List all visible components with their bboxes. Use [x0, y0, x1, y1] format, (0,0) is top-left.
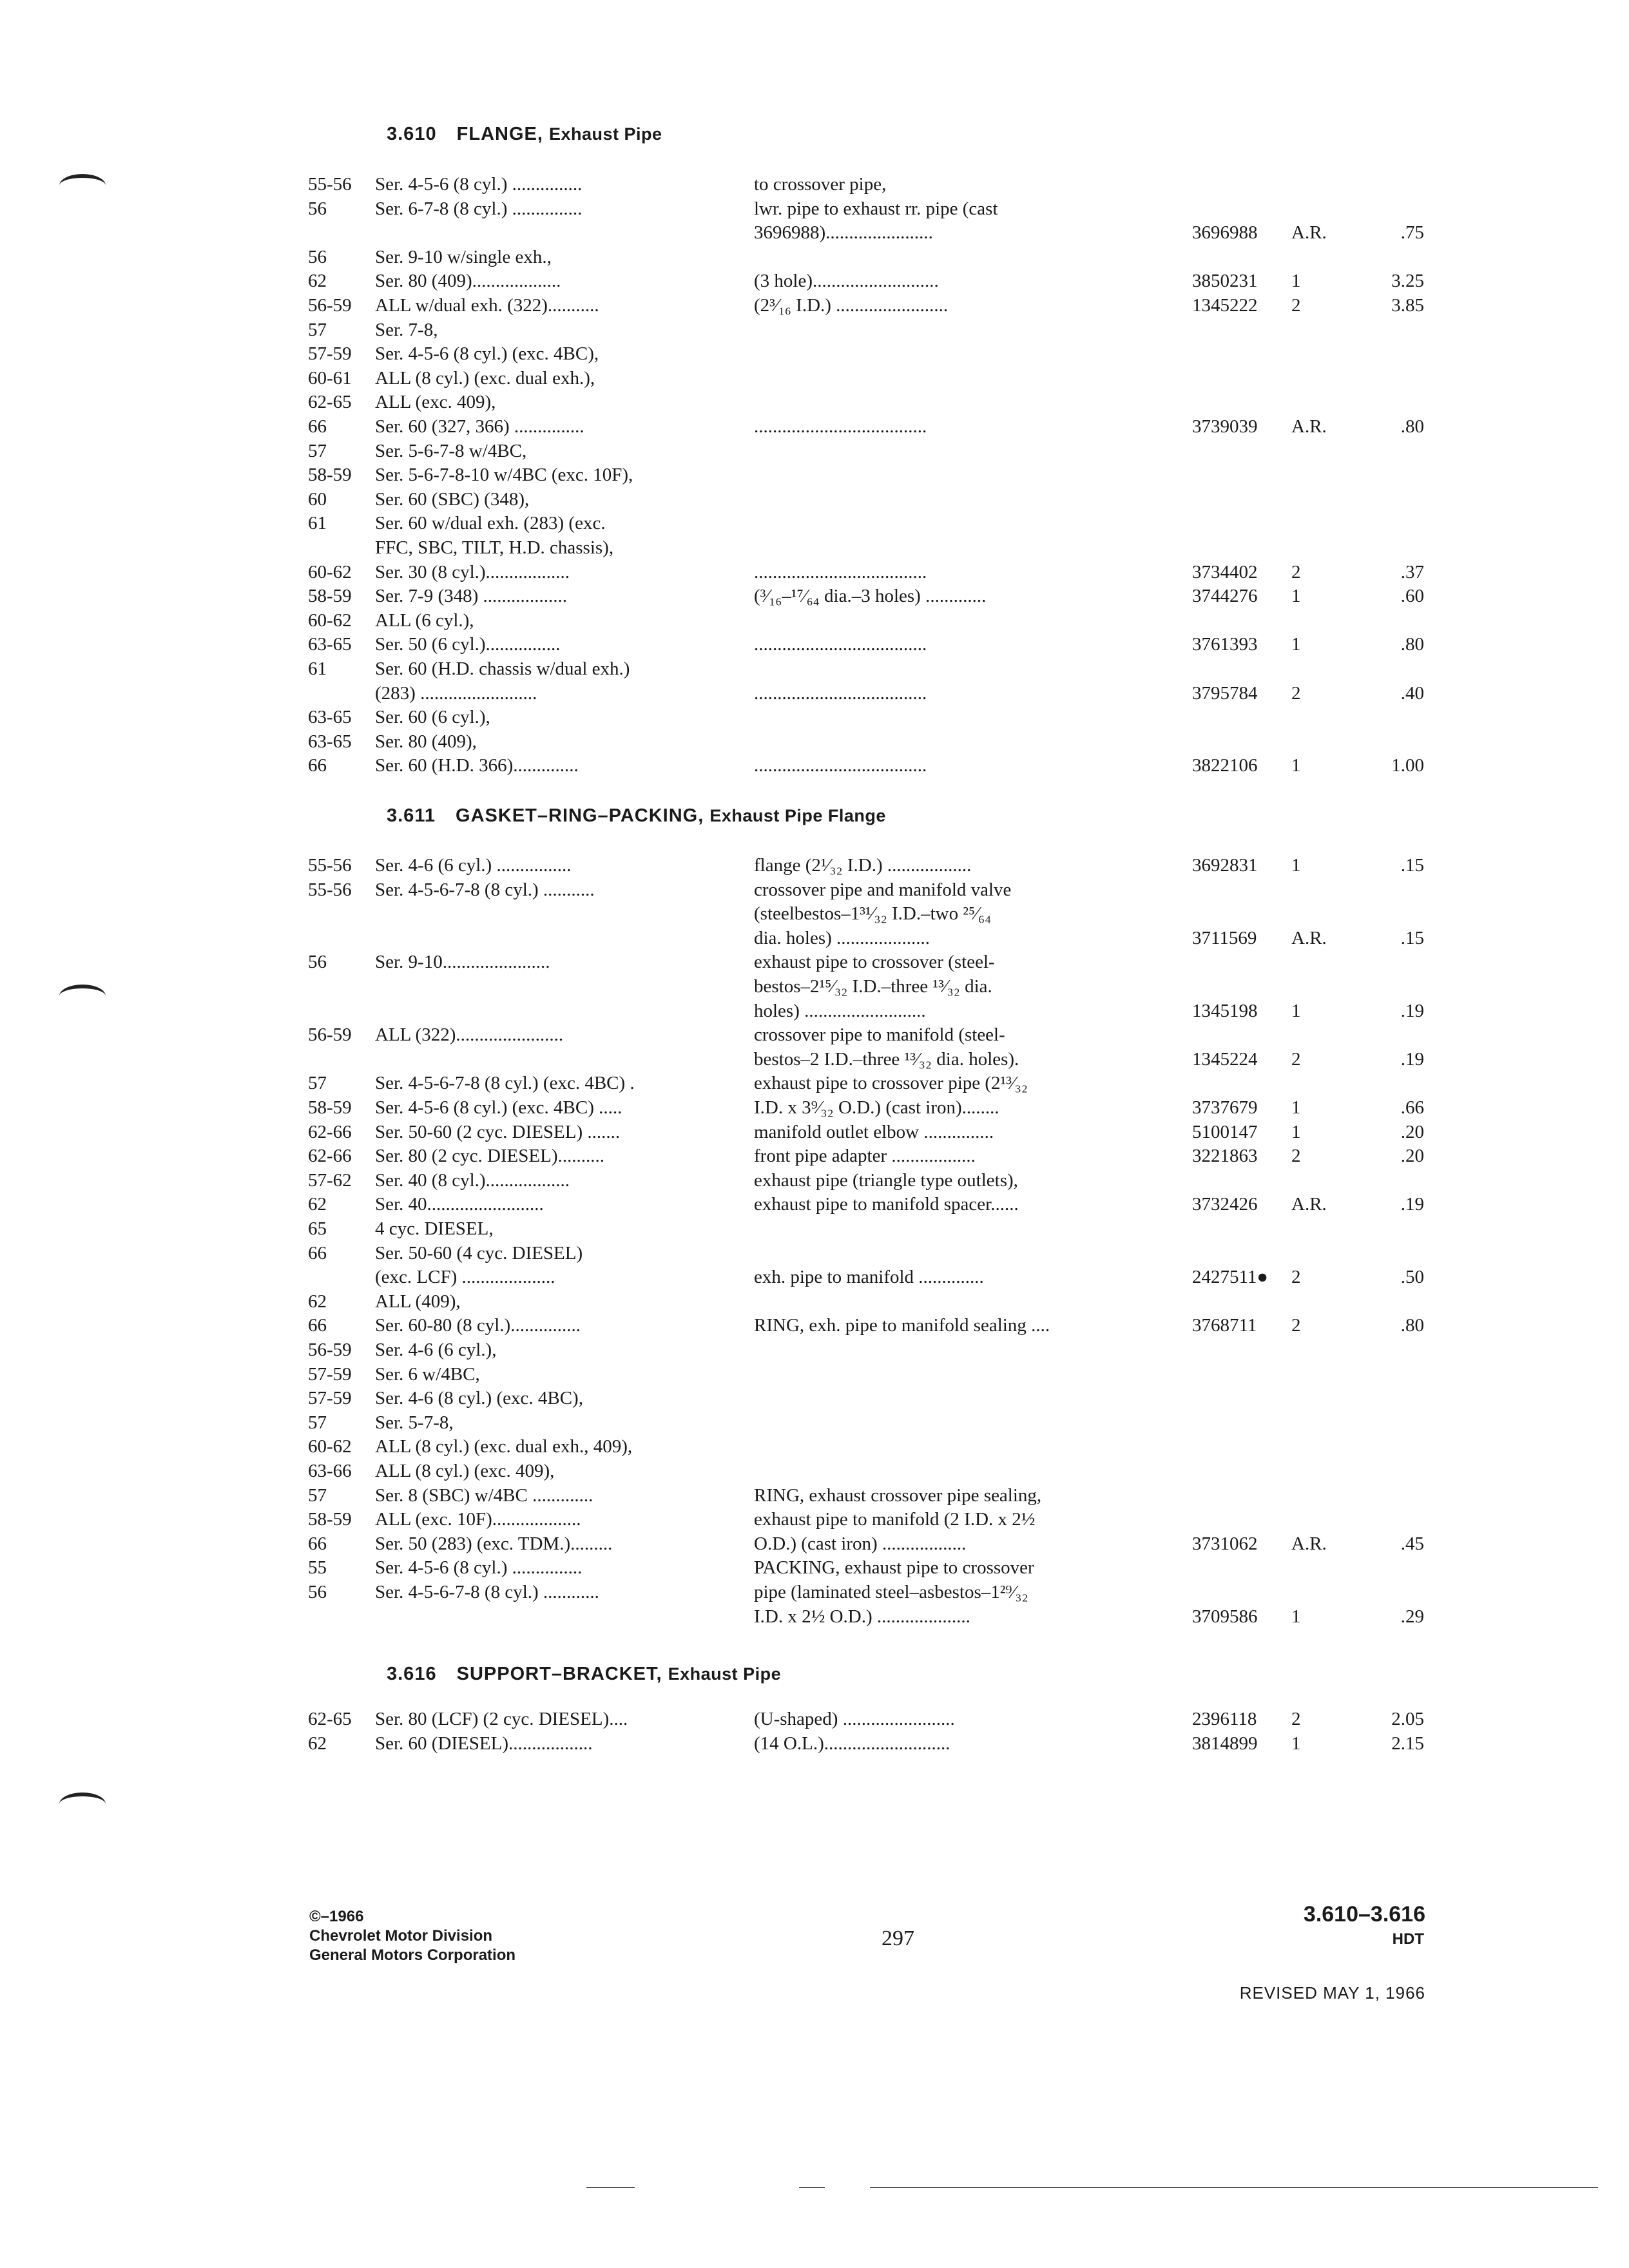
part-number: 3761393 — [1192, 634, 1258, 655]
quantity: 1 — [1291, 271, 1301, 292]
description-cell: crossover pipe to manifold (steel- — [754, 1024, 1005, 1046]
model-year: 61 — [308, 658, 327, 679]
description-cell: O.D.) (cast iron) .................. — [754, 1533, 967, 1554]
description-cell: dia. holes) .................... — [754, 927, 930, 948]
part-number: 3739039 — [1192, 416, 1258, 437]
description-cell: ..................................... — [754, 682, 927, 704]
description-cell: exhaust pipe to crossover pipe (2¹³⁄₃₂ — [754, 1073, 1028, 1094]
section-heading-3611 — [387, 805, 886, 827]
series-cell: Ser. 4-6 (8 cyl.) (exc. 4BC), — [375, 1388, 583, 1409]
table-row — [0, 1073, 1629, 1097]
description-cell: (³⁄₁₆–¹⁷⁄₆₄ dia.–3 holes) ............. — [754, 586, 987, 607]
description-cell: (steelbestos–1³¹⁄₃₂ I.D.–two ²⁵⁄₆₄ — [754, 903, 992, 925]
series-cell: Ser. 80 (409), — [375, 731, 477, 752]
model-year: 66 — [308, 1315, 327, 1336]
table-row — [0, 658, 1629, 683]
series-cell: Ser. 60 (6 cyl.), — [375, 707, 490, 728]
price: .15 — [1400, 855, 1424, 876]
series-cell: Ser. 4-5-6-7-8 (8 cyl.) (exc. 4BC) . — [375, 1073, 635, 1094]
description-cell: bestos–2¹⁵⁄₃₂ I.D.–three ¹³⁄₃₂ dia. — [754, 976, 992, 997]
model-year: 66 — [308, 755, 327, 776]
description-cell: exhaust pipe (triangle type outlets), — [754, 1169, 1018, 1191]
part-number: 3732426 — [1192, 1194, 1258, 1215]
series-cell: Ser. 4-5-6-7-8 (8 cyl.) ........... — [375, 879, 595, 900]
quantity: 1 — [1291, 1121, 1301, 1142]
table-row — [0, 1001, 1629, 1025]
part-number: 3744276 — [1192, 586, 1258, 607]
series-cell: Ser. 50-60 (2 cyc. DIESEL) ....... — [375, 1121, 621, 1142]
quantity: 2 — [1291, 561, 1301, 582]
series-cell: Ser. 50 (6 cyl.)................ — [375, 634, 561, 655]
table-row — [0, 1388, 1629, 1412]
series-cell: ALL w/dual exh. (322)........... — [375, 295, 599, 316]
series-cell: 4 cyc. DIESEL, — [375, 1218, 494, 1239]
part-number: 3814899 — [1192, 1733, 1258, 1754]
section-number: 3.610 — [387, 124, 437, 144]
description-cell: front pipe adapter .................. — [754, 1146, 976, 1167]
price: .45 — [1400, 1533, 1424, 1554]
series-cell: Ser. 4-5-6-7-8 (8 cyl.) ............ — [375, 1582, 599, 1602]
series-cell: Ser. 40......................... — [375, 1194, 544, 1215]
model-year: 62-65 — [308, 392, 352, 413]
model-year: 57 — [308, 319, 327, 340]
table-row — [0, 1533, 1629, 1558]
part-number: 3696988 — [1192, 222, 1258, 244]
table-row — [0, 465, 1629, 489]
model-year: 57 — [308, 1073, 327, 1094]
price: .19 — [1400, 1000, 1424, 1021]
model-year: 55-56 — [308, 855, 352, 876]
quantity: 2 — [1291, 1315, 1301, 1336]
description-cell: to crossover pipe, — [754, 174, 887, 195]
table-row — [0, 1606, 1629, 1631]
series-cell: Ser. 4-5-6 (8 cyl.) ............... — [375, 1557, 583, 1579]
description-cell: exhaust pipe to manifold spacer...... — [754, 1194, 1019, 1215]
part-number: 3221863 — [1192, 1146, 1258, 1167]
table-row — [0, 1582, 1629, 1606]
description-cell: (14 O.L.)........................... — [754, 1733, 950, 1754]
price: 2.15 — [1391, 1733, 1424, 1754]
description-cell: (U-shaped) ........................ — [754, 1709, 955, 1729]
series-cell: ALL (322)....................... — [375, 1024, 564, 1046]
page-number: 297 — [882, 1927, 914, 1950]
series-cell: Ser. 80 (409)................... — [375, 271, 561, 292]
table-row — [0, 952, 1629, 976]
quantity: 2 — [1291, 295, 1301, 316]
section-title: SUPPORT–BRACKET, — [456, 1664, 662, 1684]
price: 1.00 — [1391, 755, 1424, 776]
series-cell: Ser. 80 (2 cyc. DIESEL).......... — [375, 1146, 604, 1167]
model-year: 60-62 — [308, 610, 352, 631]
description-cell: holes) .......................... — [754, 1000, 926, 1021]
model-year: 55-56 — [308, 174, 352, 195]
bottom-rule-segment — [870, 2187, 1598, 2188]
series-cell: (exc. LCF) .................... — [375, 1267, 555, 1288]
price: .37 — [1400, 561, 1424, 582]
series-cell: Ser. 5-7-8, — [375, 1412, 454, 1433]
table-row — [0, 683, 1629, 707]
table-row — [0, 295, 1629, 320]
part-number: 1345224 — [1192, 1048, 1258, 1070]
quantity: 1 — [1291, 634, 1301, 655]
model-year: 57-59 — [308, 343, 352, 365]
quantity: 2 — [1291, 1146, 1301, 1167]
table-row — [0, 1122, 1629, 1146]
table-row — [0, 1733, 1629, 1758]
quantity: A.R. — [1291, 416, 1327, 437]
part-number: 3768711 — [1192, 1315, 1257, 1336]
price: .29 — [1400, 1606, 1424, 1627]
series-cell: Ser. 4-6 (6 cyl.), — [375, 1340, 497, 1360]
part-number: 3731062 — [1192, 1533, 1258, 1554]
table-row — [0, 1364, 1629, 1389]
series-cell: Ser. 60 (H.D. 366).............. — [375, 755, 579, 776]
quantity: 2 — [1291, 1709, 1301, 1729]
model-year: 62 — [308, 1733, 327, 1754]
copyright-notice: ©–1966 — [309, 1908, 364, 1925]
part-number: 2427511● — [1192, 1267, 1268, 1288]
table-row — [0, 489, 1629, 514]
description-cell: exhaust pipe to manifold (2 I.D. x 2½ — [754, 1509, 1036, 1530]
quantity: 1 — [1291, 855, 1301, 876]
description-cell: manifold outlet elbow ............... — [754, 1121, 994, 1142]
section-subtitle: Exhaust Pipe Flange — [709, 806, 886, 825]
model-year: 63-66 — [308, 1461, 352, 1481]
quantity: 1 — [1291, 755, 1301, 776]
price: 3.25 — [1391, 271, 1424, 292]
part-number: 5100147 — [1192, 1121, 1258, 1142]
series-cell: Ser. 9-10....................... — [375, 952, 550, 973]
table-row — [0, 441, 1629, 465]
description-cell: pipe (laminated steel–asbestos–1²⁹⁄₃₂ — [754, 1582, 1028, 1602]
part-number: 1345222 — [1192, 295, 1258, 316]
table-row — [0, 271, 1629, 295]
quantity: A.R. — [1291, 222, 1327, 244]
price: .20 — [1400, 1146, 1424, 1167]
series-cell: ALL (409), — [375, 1291, 461, 1312]
part-number: 3734402 — [1192, 561, 1258, 582]
series-cell: FFC, SBC, TILT, H.D. chassis), — [375, 537, 614, 558]
series-cell: ALL (exc. 409), — [375, 392, 496, 413]
table-row — [0, 610, 1629, 635]
series-cell: Ser. 7-9 (348) .................. — [375, 586, 568, 607]
table-row — [0, 903, 1629, 928]
table-row — [0, 1267, 1629, 1291]
corporation-name: General Motors Corporation — [309, 1946, 516, 1964]
part-number: 3822106 — [1192, 755, 1258, 776]
price: .75 — [1400, 222, 1424, 244]
description-cell: exh. pipe to manifold .............. — [754, 1267, 984, 1288]
table-row — [0, 1194, 1629, 1218]
bottom-rule-segment — [586, 2187, 635, 2188]
description-cell: I.D. x 3⁹⁄₃₂ O.D.) (cast iron)........ — [754, 1097, 999, 1118]
table-row — [0, 1557, 1629, 1582]
table-row — [0, 1340, 1629, 1364]
series-cell: Ser. 6-7-8 (8 cyl.) ............... — [375, 198, 583, 219]
part-number: 3795784 — [1192, 682, 1258, 704]
model-year: 63-65 — [308, 634, 352, 655]
series-cell: Ser. 60 w/dual exh. (283) (exc. — [375, 513, 606, 534]
description-cell: RING, exh. pipe to manifold sealing .... — [754, 1315, 1050, 1336]
description-cell: (3 hole)........................... — [754, 271, 939, 292]
table-row — [0, 1315, 1629, 1340]
price: .19 — [1400, 1194, 1424, 1215]
series-cell: ALL (6 cyl.), — [375, 610, 474, 631]
table-row — [0, 222, 1629, 247]
table-row — [0, 1509, 1629, 1533]
price: .80 — [1400, 1315, 1424, 1336]
model-year: 66 — [308, 416, 327, 437]
table-row — [0, 855, 1629, 879]
model-year: 63-65 — [308, 707, 352, 728]
price: .40 — [1400, 682, 1424, 704]
series-cell: Ser. 4-5-6 (8 cyl.) (exc. 4BC) ..... — [375, 1097, 622, 1118]
table-row — [0, 513, 1629, 537]
table-row — [0, 343, 1629, 368]
description-cell: 3696988)....................... — [754, 222, 933, 244]
quantity: 2 — [1291, 1048, 1301, 1070]
price: .60 — [1400, 586, 1424, 607]
table-row — [0, 1170, 1629, 1195]
table-row — [0, 1485, 1629, 1510]
division-name: Chevrolet Motor Division — [309, 1927, 493, 1945]
quantity: 2 — [1291, 682, 1301, 704]
table-row — [0, 368, 1629, 392]
description-cell: exhaust pipe to crossover (steel- — [754, 952, 995, 973]
series-cell: Ser. 50 (283) (exc. TDM.)......... — [375, 1533, 613, 1554]
model-year: 62-66 — [308, 1121, 352, 1142]
model-year: 56-59 — [308, 1340, 352, 1360]
part-number: 3737679 — [1192, 1097, 1258, 1118]
table-row — [0, 1412, 1629, 1437]
quantity: 1 — [1291, 1000, 1301, 1021]
model-year: 57-59 — [308, 1388, 352, 1409]
table-row — [0, 976, 1629, 1001]
series-cell: ALL (8 cyl.) (exc. dual exh., 409), — [375, 1436, 633, 1457]
series-cell: Ser. 60-80 (8 cyl.)............... — [375, 1315, 581, 1336]
description-cell: bestos–2 I.D.–three ¹³⁄₃₂ dia. holes). — [754, 1048, 1019, 1070]
model-year: 58-59 — [308, 586, 352, 607]
quantity: 1 — [1291, 1606, 1301, 1627]
model-year: 57 — [308, 440, 327, 461]
table-row — [0, 1146, 1629, 1170]
series-cell: ALL (8 cyl.) (exc. dual exh.), — [375, 367, 595, 389]
table-row — [0, 1218, 1629, 1243]
table-row — [0, 416, 1629, 441]
series-cell: Ser. 60 (DIESEL).................. — [375, 1733, 593, 1754]
description-cell: crossover pipe and manifold valve — [754, 879, 1012, 900]
description-cell: ..................................... — [754, 755, 927, 776]
model-year: 60-62 — [308, 1436, 352, 1457]
model-year: 65 — [308, 1218, 327, 1239]
table-row — [0, 247, 1629, 271]
description-cell: ..................................... — [754, 561, 927, 582]
model-year: 62-66 — [308, 1146, 352, 1167]
punch-mark-bottom — [59, 1792, 106, 1816]
description-cell: ..................................... — [754, 416, 927, 437]
table-row — [0, 1709, 1629, 1733]
table-row — [0, 1291, 1629, 1316]
section-subtitle: Exhaust Pipe — [668, 1664, 782, 1684]
model-year: 62 — [308, 1194, 327, 1215]
model-year: 57 — [308, 1485, 327, 1506]
series-cell: ALL (exc. 10F)................... — [375, 1509, 581, 1530]
model-year: 60-61 — [308, 367, 352, 389]
quantity: 2 — [1291, 1267, 1301, 1288]
model-year: 60 — [308, 488, 327, 510]
table-row — [0, 928, 1629, 952]
price: .80 — [1400, 416, 1424, 437]
description-cell: flange (2¹⁄₃₂ I.D.) .................. — [754, 855, 972, 876]
section-number: 3.616 — [387, 1664, 437, 1684]
series-cell: Ser. 9-10 w/single exh., — [375, 246, 552, 267]
quantity: A.R. — [1291, 1194, 1327, 1215]
description-cell: ..................................... — [754, 634, 927, 655]
table-row — [0, 562, 1629, 586]
bottom-rule-segment — [799, 2187, 825, 2188]
price: .66 — [1400, 1097, 1424, 1118]
model-year: 55 — [308, 1557, 327, 1579]
section-heading-3616 — [387, 1664, 781, 1685]
description-cell: PACKING, exhaust pipe to crossover — [754, 1557, 1034, 1579]
table-row — [0, 731, 1629, 756]
part-number: 3692831 — [1192, 855, 1258, 876]
series-cell: Ser. 60 (SBC) (348), — [375, 488, 530, 510]
model-year: 62 — [308, 271, 327, 292]
table-row — [0, 198, 1629, 223]
part-number: 3711569 — [1192, 927, 1257, 948]
table-row — [0, 1436, 1629, 1461]
model-year: 66 — [308, 1533, 327, 1554]
price: .20 — [1400, 1121, 1424, 1142]
price: .50 — [1400, 1267, 1424, 1288]
model-year: 58-59 — [308, 1097, 352, 1118]
model-year: 56 — [308, 952, 327, 973]
model-year: 56 — [308, 198, 327, 219]
series-cell: Ser. 60 (327, 366) ............... — [375, 416, 584, 437]
table-row — [0, 586, 1629, 610]
model-year: 58-59 — [308, 1509, 352, 1530]
model-year: 58-59 — [308, 465, 352, 486]
series-cell: Ser. 5-6-7-8 w/4BC, — [375, 440, 527, 461]
model-year: 63-65 — [308, 731, 352, 752]
section-title: FLANGE, — [456, 124, 543, 144]
model-year: 62-65 — [308, 1709, 352, 1729]
series-cell: Ser. 7-8, — [375, 319, 438, 340]
series-cell: Ser. 4-5-6 (8 cyl.) ............... — [375, 174, 583, 195]
table-row — [0, 320, 1629, 344]
model-year: 62 — [308, 1291, 327, 1312]
table-row — [0, 392, 1629, 416]
quantity: 1 — [1291, 1097, 1301, 1118]
series-cell: ALL (8 cyl.) (exc. 409), — [375, 1461, 555, 1481]
model-year: 57 — [308, 1412, 327, 1433]
table-row — [0, 1049, 1629, 1073]
series-cell: Ser. 4-6 (6 cyl.) ................ — [375, 855, 572, 876]
series-cell: Ser. 30 (8 cyl.).................. — [375, 561, 570, 582]
quantity: 1 — [1291, 586, 1301, 607]
model-year: 57-59 — [308, 1363, 352, 1385]
series-cell: Ser. 40 (8 cyl.).................. — [375, 1169, 570, 1191]
series-cell: Ser. 8 (SBC) w/4BC ............. — [375, 1485, 593, 1506]
part-number: 3709586 — [1192, 1606, 1258, 1627]
price: .80 — [1400, 634, 1424, 655]
description-cell: RING, exhaust crossover pipe sealing, — [754, 1485, 1042, 1506]
table-row — [0, 879, 1629, 904]
price: .15 — [1400, 927, 1424, 948]
table-row — [0, 174, 1629, 198]
part-number: 3850231 — [1192, 271, 1258, 292]
table-row — [0, 755, 1629, 780]
price: 2.05 — [1391, 1709, 1424, 1729]
section-subtitle: Exhaust Pipe — [548, 124, 662, 144]
model-year: 60-62 — [308, 561, 352, 582]
section-heading-3610 — [387, 124, 662, 145]
series-cell: (283) ......................... — [375, 682, 537, 704]
series-cell: Ser. 6 w/4BC, — [375, 1363, 480, 1385]
section-range: 3.610–3.616 — [1303, 1902, 1425, 1927]
part-number: 2396118 — [1192, 1709, 1257, 1729]
model-year: 56-59 — [308, 295, 352, 316]
section-number: 3.611 — [387, 805, 436, 826]
model-year: 55-56 — [308, 879, 352, 900]
series-cell: Ser. 5-6-7-8-10 w/4BC (exc. 10F), — [375, 465, 633, 486]
part-number: 1345198 — [1192, 1000, 1258, 1021]
series-cell: Ser. 50-60 (4 cyc. DIESEL) — [375, 1242, 583, 1264]
model-year: 66 — [308, 1242, 327, 1264]
catalog-code: HDT — [1392, 1930, 1424, 1948]
model-year: 56-59 — [308, 1024, 352, 1046]
table-row — [0, 1243, 1629, 1267]
description-cell: lwr. pipe to exhaust rr. pipe (cast — [754, 198, 998, 219]
model-year: 56 — [308, 1582, 327, 1602]
footer-publisher — [309, 1907, 516, 1965]
table-row — [0, 537, 1629, 562]
quantity: 1 — [1291, 1733, 1301, 1754]
quantity: A.R. — [1291, 927, 1327, 948]
section-title: GASKET–RING–PACKING, — [456, 805, 704, 826]
series-cell: Ser. 4-5-6 (8 cyl.) (exc. 4BC), — [375, 343, 599, 365]
table-row — [0, 707, 1629, 731]
price: 3.85 — [1391, 295, 1424, 316]
model-year: 56 — [308, 246, 327, 267]
table-row — [0, 1461, 1629, 1485]
model-year: 57-62 — [308, 1169, 352, 1191]
series-cell: Ser. 60 (H.D. chassis w/dual exh.) — [375, 658, 630, 679]
revision-date: REVISED MAY 1, 1966 — [1239, 1983, 1425, 2003]
model-year: 61 — [308, 513, 327, 534]
price: .19 — [1400, 1048, 1424, 1070]
quantity: A.R. — [1291, 1533, 1327, 1554]
description-cell: I.D. x 2½ O.D.) .................... — [754, 1606, 970, 1627]
series-cell: Ser. 80 (LCF) (2 cyc. DIESEL).... — [375, 1709, 628, 1729]
table-row — [0, 1024, 1629, 1049]
description-cell: (2³⁄₁₆ I.D.) ........................ — [754, 295, 949, 316]
table-row — [0, 1097, 1629, 1122]
table-row — [0, 634, 1629, 658]
